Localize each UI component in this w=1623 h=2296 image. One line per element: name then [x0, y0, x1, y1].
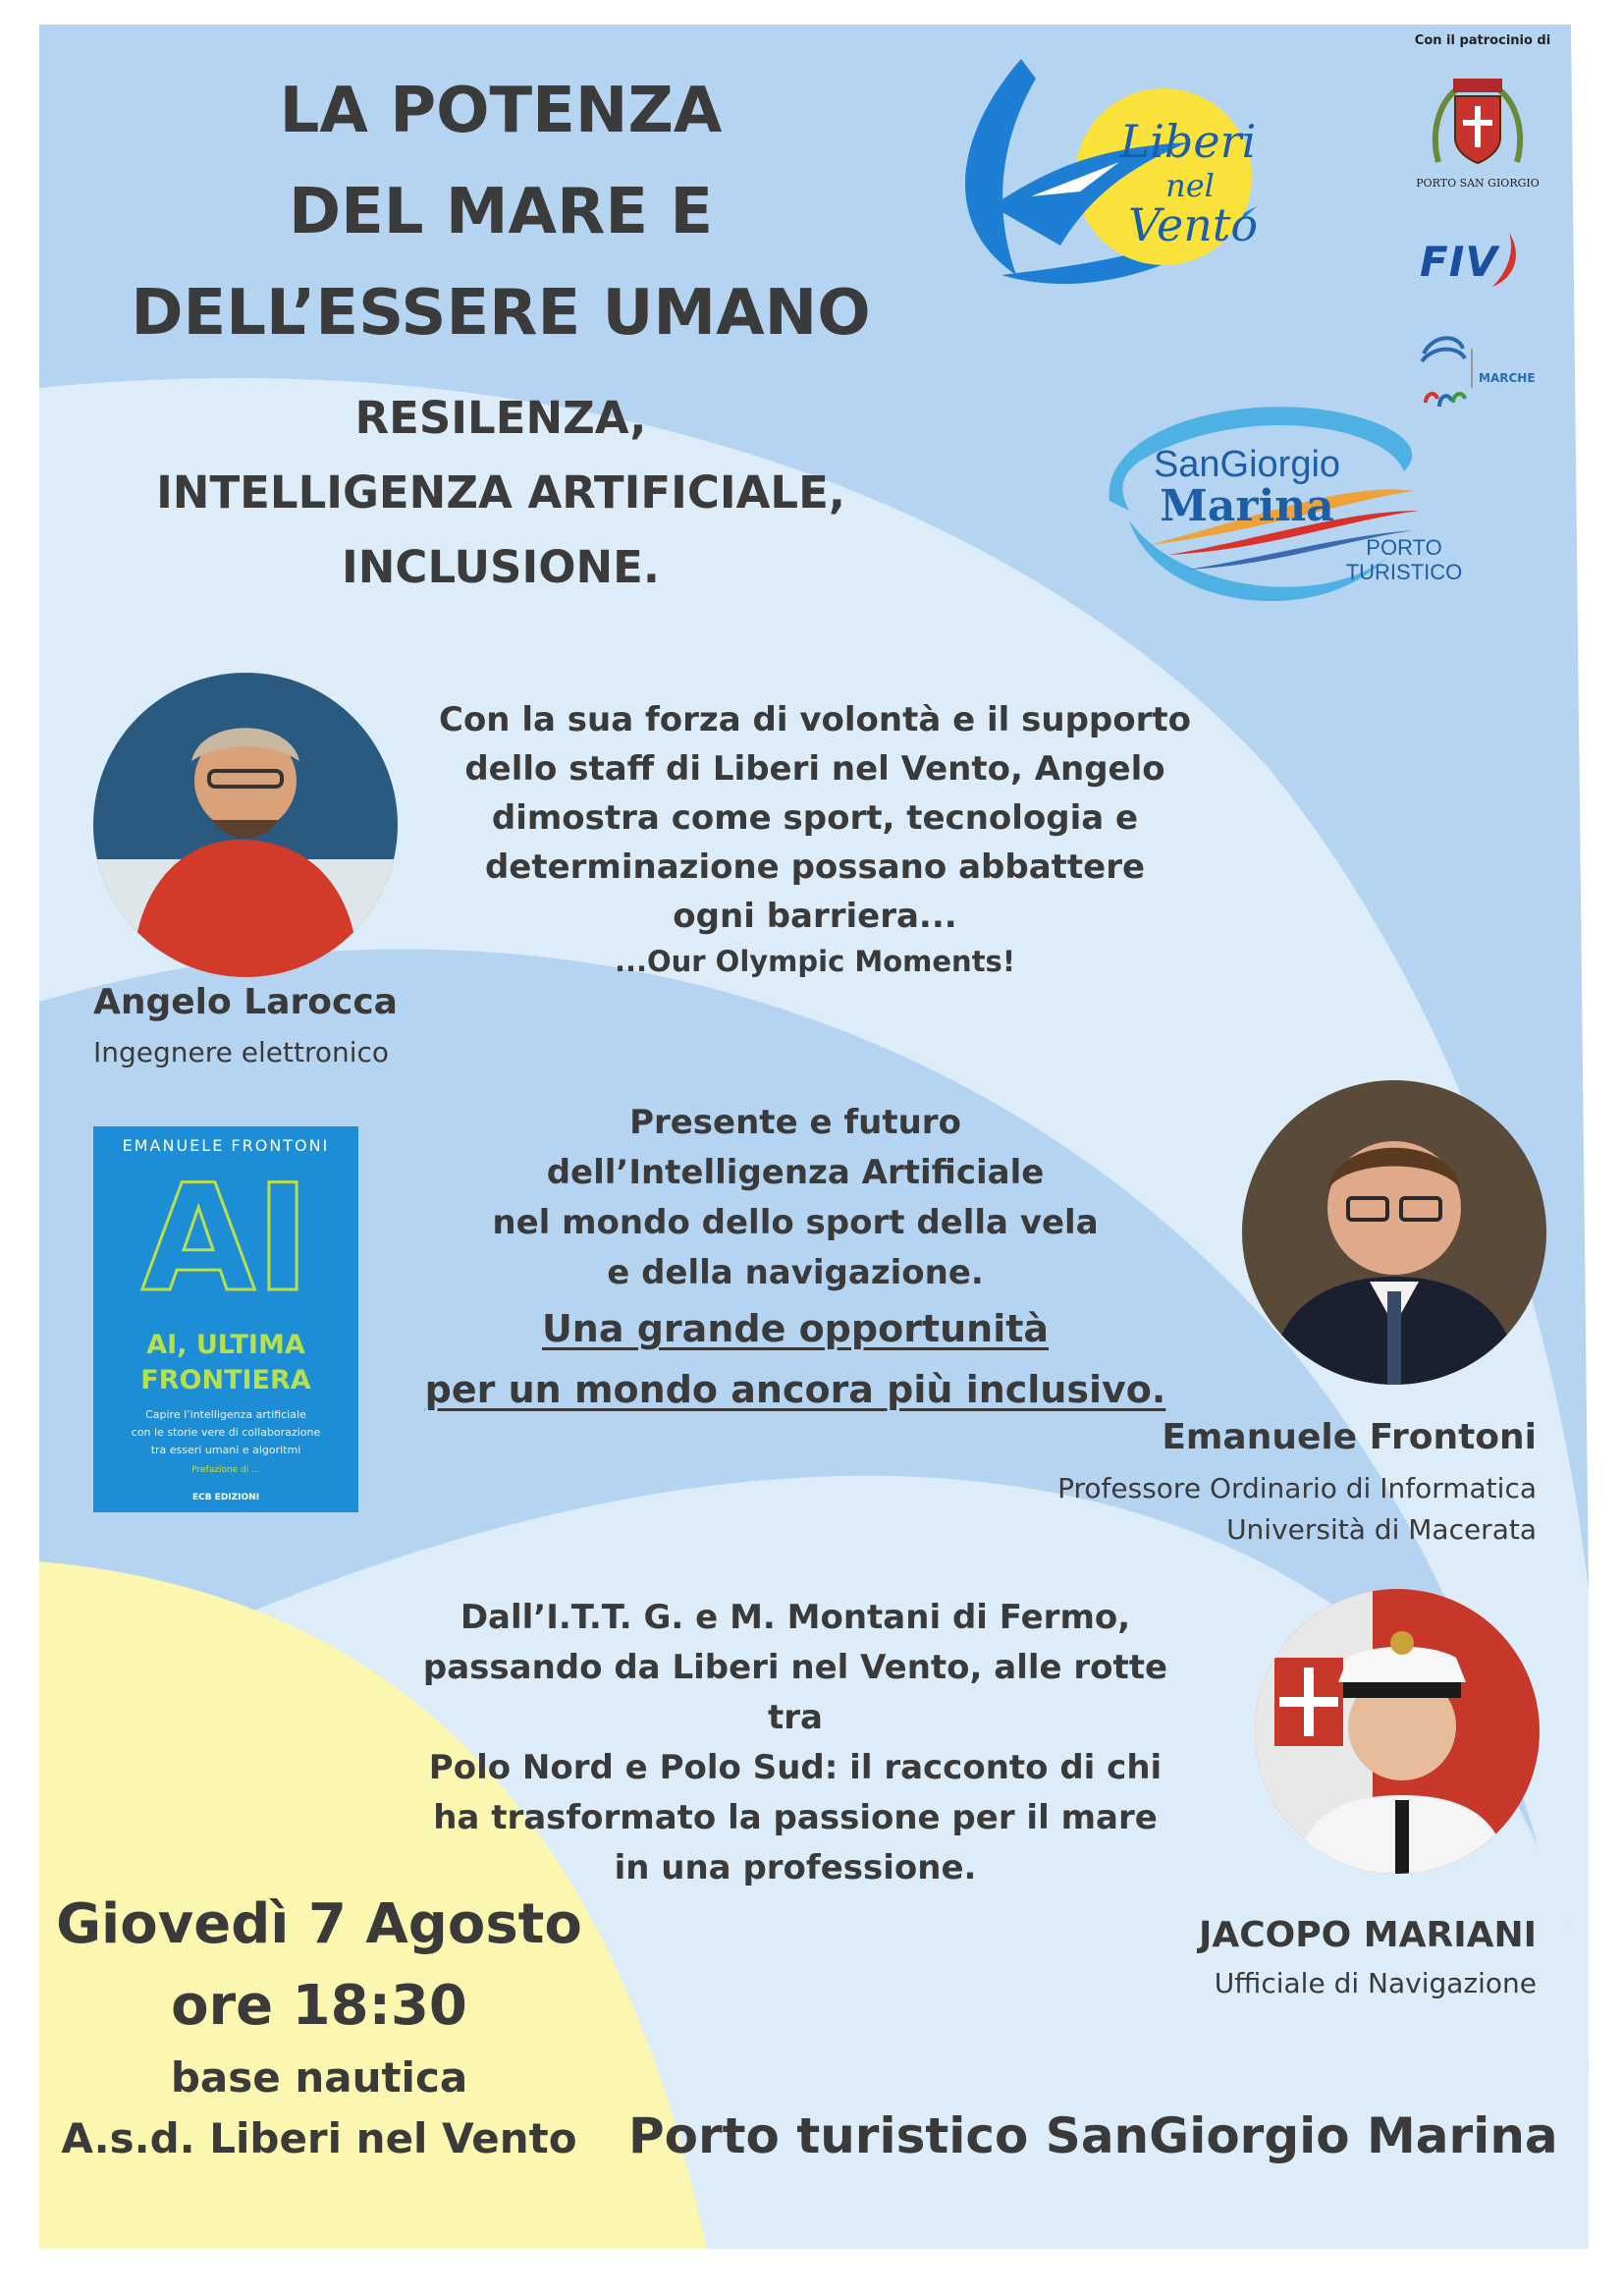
- title-line: DELL’ESSERE UMANO: [131, 277, 871, 350]
- book-author: EMANUELE FRONTONI: [122, 1136, 330, 1155]
- speaker2-description: [393, 1098, 1198, 1420]
- speaker2-text-line: Presente e futuro: [629, 1103, 961, 1142]
- book-title-line: AI, ULTIMA: [146, 1330, 305, 1360]
- title-line: DEL MARE E: [288, 176, 714, 248]
- logo-word-3: Vento: [1127, 198, 1259, 251]
- speaker2-text-line: nel mondo dello sport della vela: [492, 1203, 1099, 1242]
- logo-word-1: Liberi: [1119, 115, 1257, 168]
- speaker1-tagline: ...Our Olympic Moments!: [614, 945, 1016, 978]
- speaker2-highlight-line: Una grande opportunità: [541, 1307, 1050, 1350]
- marina-logo-word-4: TURISTICO: [1345, 560, 1463, 584]
- speaker1-text-line: dimostra come sport, tecnologia e: [491, 798, 1139, 838]
- subtitle-line: INCLUSIONE.: [342, 541, 660, 593]
- book-cover: [93, 1126, 358, 1512]
- speaker2-role-line: Università di Macerata: [1226, 1513, 1537, 1546]
- speaker2-role: [947, 1468, 1537, 1551]
- speaker2-role-line: Professore Ordinario di Informatica: [1057, 1472, 1537, 1504]
- speaker3-role: Ufficiale di Navigazione: [1214, 1967, 1537, 1999]
- speaker1-text-line: dello staff di Liberi nel Vento, Angelo: [464, 749, 1165, 789]
- speaker2-name: Emanuele Frontoni: [1162, 1417, 1537, 1457]
- speaker3-description: [393, 1593, 1198, 1893]
- speaker1-photo: [93, 673, 398, 977]
- fiv-swoosh-icon: [1488, 228, 1527, 297]
- speaker2-photo-illustration: [1242, 1080, 1546, 1385]
- speaker2-text-line: dell’Intelligenza Artificiale: [546, 1153, 1045, 1192]
- speaker3-text-line: Dall’I.T.T. G. e M. Montani di Fermo,: [460, 1598, 1131, 1637]
- region-label: MARCHE: [1479, 371, 1536, 385]
- fiv-logo: [1420, 238, 1498, 286]
- book-title-line: FRONTIERA: [140, 1365, 311, 1395]
- speaker3-name: JACOPO MARIANI: [1199, 1915, 1537, 1955]
- marina-logo-word-3: PORTO: [1366, 535, 1442, 560]
- book-publisher: ECB EDIZIONI: [191, 1493, 260, 1503]
- speaker3-photo-illustration: [1255, 1589, 1540, 1874]
- speaker3-text-line: Polo Nord e Polo Sud: il racconto di chi: [428, 1748, 1163, 1787]
- speaker1-text-line: Con la sua forza di volontà e il supporto: [439, 700, 1191, 739]
- sangiorgio-marina-logo: [1090, 383, 1502, 629]
- book-blurb: [93, 1406, 358, 1459]
- speaker3-text-line: passando da Liberi nel Vento, alle rotte tra: [422, 1648, 1168, 1737]
- patronage-label: Con il patrocinio di: [1414, 33, 1551, 48]
- book-blurb-line: Capire l’intelligenza artificiale: [145, 1408, 306, 1421]
- event-location: Porto turistico SanGiorgio Marina: [628, 2107, 1558, 2164]
- speaker3-text-line: in una professione.: [614, 1848, 977, 1887]
- speaker2-highlight-line: per un mondo ancora più inclusivo.: [424, 1368, 1166, 1411]
- speaker1-text-line: determinazione possano abbattere: [484, 847, 1146, 887]
- book-blurb-line: con le storie vere di collaborazione: [131, 1426, 321, 1439]
- event-venue-line: base nautica: [170, 2053, 468, 2102]
- subtitle-line: RESILENZA,: [354, 392, 647, 444]
- logo-divider: [1471, 349, 1473, 388]
- marina-logo-word-2: Marina: [1160, 481, 1334, 531]
- event-venue-line: A.s.d. Liberi nel Vento: [61, 2114, 577, 2162]
- logo-word-2: nel: [1165, 167, 1215, 204]
- book-blurb-line: tra esseri umani e algoritmi: [150, 1444, 301, 1456]
- subtitle-line: INTELLIGENZA ARTIFICIALE,: [156, 466, 845, 519]
- municipality-label: PORTO SAN GIORGIO: [1416, 177, 1540, 190]
- event-details: [39, 1886, 599, 2169]
- poster-title: [59, 61, 943, 364]
- speaker1-description: [412, 695, 1217, 982]
- speaker2-text-line: e della navigazione.: [607, 1253, 984, 1292]
- speaker3-photo: [1255, 1589, 1540, 1874]
- liberi-nel-vento-logo: [933, 49, 1306, 295]
- marina-logo-word-1: SanGiorgio: [1153, 444, 1341, 485]
- municipality-crest-icon: [1424, 69, 1532, 177]
- event-date: Giovedì 7 Agosto: [56, 1892, 582, 1956]
- speaker1-role: Ingegnere elettronico: [93, 1036, 390, 1068]
- speaker3-text-line: ha trasformato la passione per il mare: [433, 1798, 1158, 1837]
- book-big-letters: AI: [141, 1154, 310, 1325]
- speaker1-text-line: ogni barriera...: [673, 897, 957, 936]
- poster-subtitle: [59, 381, 943, 605]
- title-line: LA POTENZA: [279, 75, 723, 147]
- fiv-text: FIV: [1420, 238, 1498, 286]
- book-title: [93, 1328, 358, 1398]
- event-time: ore 18:30: [171, 1974, 467, 2038]
- speaker1-photo-illustration: [93, 673, 398, 977]
- speaker1-name: Angelo Larocca: [93, 982, 398, 1022]
- book-preface: Prefazione di ...: [191, 1465, 260, 1475]
- speaker2-photo: [1242, 1080, 1546, 1385]
